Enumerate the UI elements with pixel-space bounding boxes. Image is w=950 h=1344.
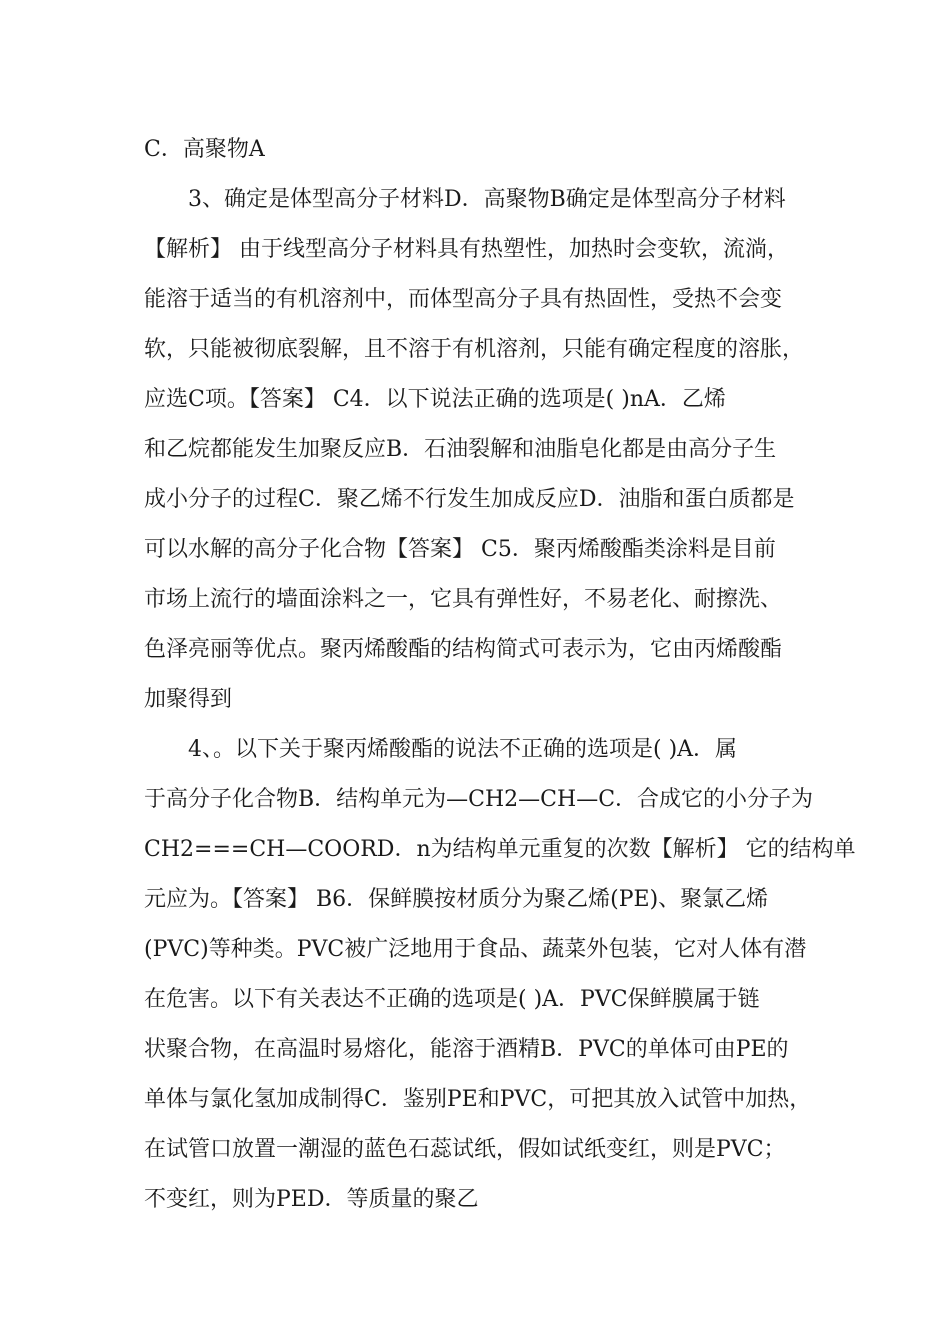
text-line-19: 状聚合物，在高温时易熔化，能溶于酒精B．PVC的单体可由PE的: [144, 1037, 789, 1062]
text-line-11: 色泽亮丽等优点。聚丙烯酸酯的结构简式可表示为，它由丙烯酸酯: [144, 637, 783, 662]
document-body: [144, 125, 856, 1225]
text-line-1: C．高聚物A: [144, 137, 265, 162]
text-line-16: 元应为。【答案】 B6．保鲜膜按材质分为聚乙烯(PE)、聚氯乙烯: [144, 887, 769, 912]
text-line-8: 成小分子的过程C．聚乙烯不行发生加成反应D．油脂和蛋白质都是: [144, 487, 795, 512]
text-line-22: 不变红，则为PED．等质量的聚乙: [144, 1187, 479, 1212]
text-line-5: 软，只能被彻底裂解，且不溶于有机溶剂，只能有确定程度的溶胀，: [144, 337, 805, 362]
text-line-4: 能溶于适当的有机溶剂中，而体型高分子具有热固性，受热不会变: [144, 287, 783, 312]
text-line-14: 于高分子化合物B．结构单元为—CH2—CH—C．合成它的小分子为: [144, 787, 814, 812]
text-line-12: 加聚得到: [144, 687, 233, 712]
text-line-17: (PVC)等种类。PVC被广泛地用于食品、蔬菜外包装，它对人体有潜: [144, 937, 807, 962]
text-line-9: 可以水解的高分子化合物【答案】 C5．聚丙烯酸酯类涂料是目前: [144, 537, 776, 562]
text-line-20: 单体与氯化氢加成制得C．鉴别PE和PVC，可把其放入试管中加热，: [144, 1087, 812, 1112]
text-line-3: 【解析】 由于线型高分子材料具有热塑性，加热时会变软，流淌，: [144, 237, 789, 262]
text-line-2: 3、确定是体型高分子材料D．高聚物B确定是体型高分子材料: [188, 187, 786, 212]
text-line-6: 应选C项。【答案】 C4．以下说法正确的选项是( )nA．乙烯: [144, 387, 726, 412]
text-line-15: CH2===CH—COORD．n为结构单元重复的次数【解析】 它的结构单: [144, 837, 856, 862]
text-line-18: 在危害。以下有关表达不正确的选项是( )A．PVC保鲜膜属于链: [144, 987, 760, 1012]
text-line-7: 和乙烷都能发生加聚反应B．石油裂解和油脂皂化都是由高分子生: [144, 437, 777, 462]
text-line-21: 在试管口放置一潮湿的蓝色石蕊试纸，假如试纸变红，则是PVC；: [144, 1137, 786, 1162]
text-line-13: 4、。以下关于聚丙烯酸酯的说法不正确的选项是( )A．属: [188, 737, 738, 762]
text-line-10: 市场上流行的墙面涂料之一，它具有弹性好，不易老化、耐擦洗、: [144, 587, 783, 612]
